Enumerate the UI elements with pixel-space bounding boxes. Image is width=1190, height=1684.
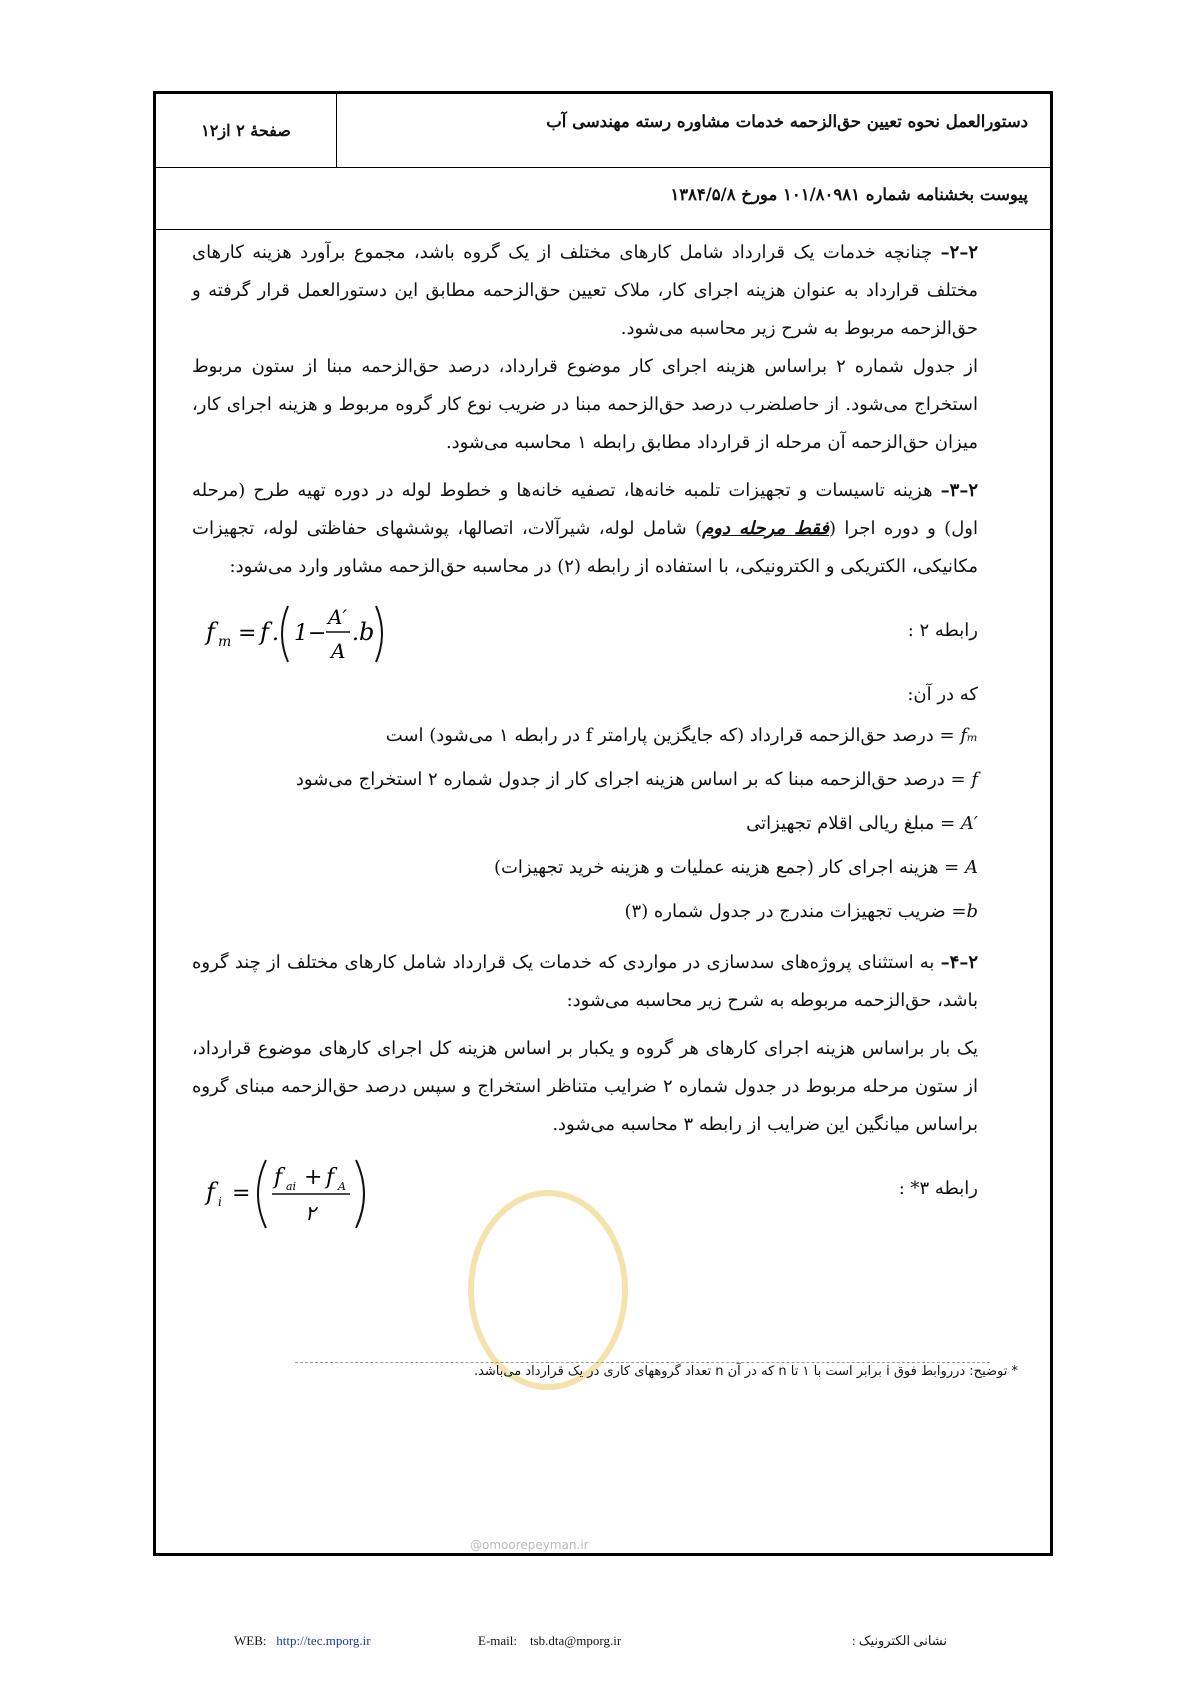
footer	[0, 1633, 1190, 1657]
svg-text:.: .	[272, 621, 279, 646]
definition-symbol: A	[965, 857, 978, 878]
svg-text:+: +	[304, 1165, 323, 1190]
section-text: چنانچه خدمات یک قرارداد شامل کارهای مختلف از یک گروه باشد، مجموع برآورد هزینه کارهای مختلف قرارداد به عنوان هزینه اجرای کار، ملاک تعیین حق‌الزحمه مطابق این دستورالعمل قرار گرفته و حق‌الزحمه مربوط به شرح زیر محاسبه می‌شود.	[192, 242, 978, 339]
web-label: WEB:	[234, 1633, 267, 1648]
svg-text:f: f	[274, 1165, 283, 1190]
equation-2-formula	[204, 598, 394, 668]
section-2-2	[192, 234, 978, 348]
definition-text: = مبلغ ریالی اقلام تجهیزاتی	[746, 813, 961, 834]
definition-text: = هزینه اجرای کار (جمع هزینه عملیات و هزینه خرید تجهیزات)	[493, 857, 965, 878]
svg-text:=: =	[238, 621, 257, 646]
definition-item	[192, 802, 978, 846]
definition-item	[192, 714, 978, 758]
section-2-4-para: یک بار براساس هزینه اجرای کارهای هر گروه و یکبار بر اساس هزینه کل اجرای کارهای موضوع قرارداد، از ستون مرحله مربوط در جدول شماره ۲ ضرایب متناظر استخراج و سپس درصد حق‌الزحمه مبنای گروه براساس میانگین این ضرایب از رابطه ۳ محاسبه می‌شود.	[192, 1038, 979, 1135]
svg-text:=: =	[232, 1181, 251, 1206]
section-text: هزینه تاسیسات و تجهیزات تلمبه خانه‌ها، تصفیه خانه‌ها و خطوط لوله در دوره تهیه طرح (مرحله اول) و دوره اجرا (	[192, 480, 978, 539]
footer-email	[478, 1633, 621, 1649]
footnote: * توضیح: درروابط فوق i برابر است با ۱ تا n که در آن n تعداد گروههای کاری در یک قرارداد می‌باشد.	[473, 1364, 1018, 1379]
svg-text:f: f	[206, 1178, 215, 1206]
svg-text:A: A	[338, 1180, 346, 1193]
section-text: به استثنای پروژه‌های سدسازی در مواردی که خدمات یک قرارداد شامل کارهای مختلف از چند گروه باشد، حق‌الزحمه مربوطه به شرح زیر محاسبه می‌شود:	[192, 952, 978, 1011]
appendix-row	[156, 167, 1050, 230]
svg-text:b: b	[359, 618, 375, 646]
section-2-3	[192, 472, 978, 586]
equation-label: رابطه ۲ :	[907, 620, 978, 641]
svg-text:f: f	[206, 618, 215, 646]
svg-text:1: 1	[294, 621, 308, 646]
definition-item	[192, 758, 978, 802]
svg-text:i: i	[218, 1195, 222, 1209]
definition-item	[192, 846, 978, 890]
header-row	[156, 94, 1050, 168]
svg-text:m: m	[218, 634, 232, 650]
definition-text: = درصد حق‌الزحمه قرارداد (که جایگزین پارامتر f در رابطه ۱ می‌شود) است	[385, 725, 961, 746]
definition-symbol: b	[966, 901, 978, 922]
section-number: ۲–۴–	[940, 952, 978, 973]
definition-symbol: fₘ	[960, 725, 978, 746]
appendix-reference: پیوست بخشنامه شماره ۱۰۱/۸۰۹۸۱ مورخ ۱۳۸۴/۵/۸	[670, 185, 1028, 204]
definition-symbol: A′	[960, 813, 978, 834]
section-text: ) شامل لوله، شیرآلات، اتصالها، پوششهای حفاظتی لوله، تجهیزات مکانیکی، الکتریکی و الکترونیکی، با استفاده از رابطه (۲) در محاسبه حق‌الزحمه مشاور وارد می‌شود:	[192, 518, 978, 577]
definitions-list	[192, 714, 978, 934]
watermark-text: @omoorepeyman.ir	[470, 1538, 589, 1552]
email-address[interactable]: tsb.dta@mporg.ir	[530, 1633, 622, 1648]
svg-text:ai: ai	[286, 1180, 297, 1193]
definition-item	[192, 890, 978, 934]
email-label: E-mail:	[478, 1633, 517, 1648]
equation-2	[192, 594, 978, 668]
svg-text:A′: A′	[328, 605, 347, 629]
definition-symbol: f	[971, 769, 978, 790]
definition-text: = ضریب تجهیزات مندرج در جدول شماره (۳)	[624, 901, 967, 922]
page-number: صفحهٔ ۲ از۱۲	[156, 94, 337, 167]
svg-text:f: f	[326, 1165, 335, 1190]
footer-web	[234, 1633, 371, 1649]
equation-label: رابطه ۳* :	[898, 1178, 978, 1199]
footnote-divider	[295, 1362, 990, 1363]
document-body	[192, 234, 978, 1234]
where-label: که در آن:	[907, 684, 978, 705]
document-title: دستورالعمل نحوه تعیین حق‌الزحمه خدمات مشاوره رسته مهندسی آب	[546, 112, 1028, 131]
section-2-4	[192, 944, 978, 1020]
svg-text:−: −	[308, 621, 327, 646]
emphasis-text: فقط مرحله دوم	[702, 518, 829, 539]
definition-text: = درصد حق‌الزحمه مبنا که بر اساس هزینه اجرای کار از جدول شماره ۲ استخراج می‌شود	[295, 769, 972, 790]
web-link[interactable]: http://tec.mporg.ir	[276, 1633, 371, 1648]
equation-3-formula	[204, 1156, 394, 1230]
section-number: ۲–۲–	[940, 242, 978, 263]
section-number: ۲–۳–	[940, 480, 978, 501]
svg-text:.: .	[352, 621, 359, 646]
electronic-address-label: نشانی الکترونیک :	[851, 1633, 947, 1648]
section-2-2-para: از جدول شماره ۲ براساس هزینه اجرای کار موضوع قرارداد، درصد حق‌الزحمه مبنا از ستون مربوط استخراج می‌شود. از حاصلضرب درصد حق‌الزحمه مبنا در ضریب نوع کار گروه مربوط و هزینه اجرای کار، میزان حق‌الزحمه آن مرحله از قرارداد مطابق رابطه ۱ محاسبه می‌شود.	[192, 356, 978, 453]
svg-text:f: f	[260, 618, 269, 646]
svg-text:A: A	[331, 639, 346, 663]
watermark-logo	[468, 1190, 628, 1390]
equation-denominator: ۲	[305, 1201, 316, 1225]
